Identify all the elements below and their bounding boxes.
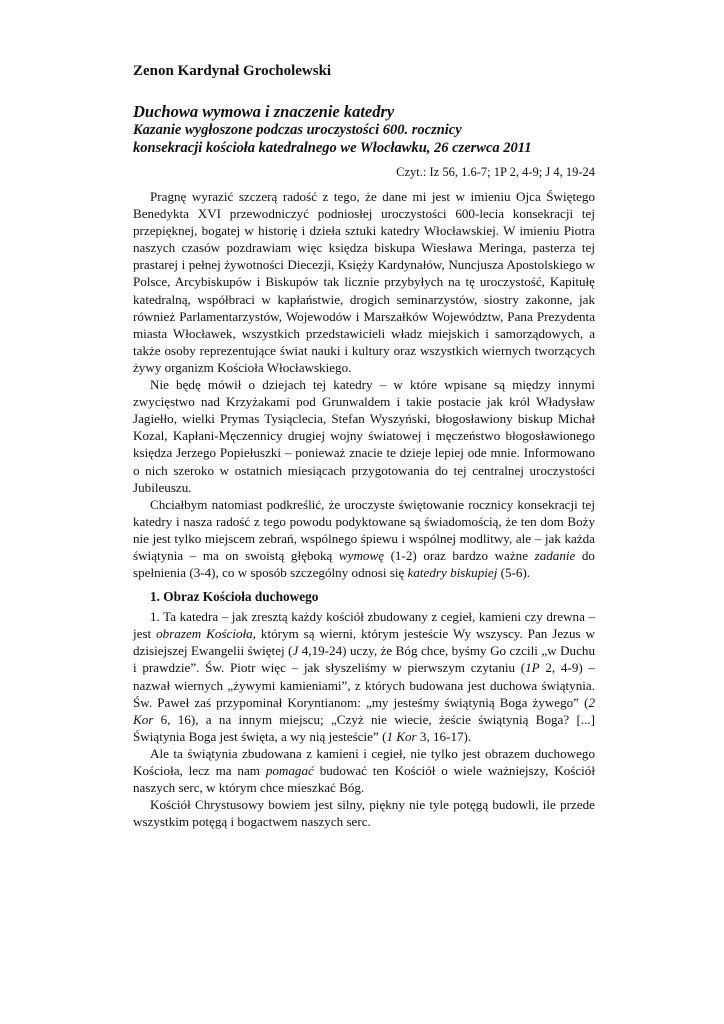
sermon-subtitle-line-1: Kazanie wygłoszone podczas uroczystości 600. rocznicy (133, 122, 462, 138)
paragraph-greeting: Pragnę wyrazić szczerą radość z tego, że dane mi jest w imieniu Ojca Świętego Benedykta XVI przewodniczyć podniosłej uroczystości 600-lecia konsekracji tej przepięknej, bogatej w historię i dzieła sztuki katedry Włocławskiej. W imieniu Piotra naszych czasów pozdrawiam więc księdza biskupa Wiesława Meringa, pasterza tej prastarej i pełnej żywotności Diecezji, Księży Kardynałów, Nuncjusza Apostolskiego w Polsce, Arcybiskupów i Biskupów tak licznie przybyłych na tę uroczystość, Kapitułę katedralną, współbraci w kapłaństwie, drogich seminarzystów, siostry zakonne, jak również Parlamentarzystów, Wojewodów i Marszałków Województw, Pana Prezydenta miasta Włocławek, wszystkich przedstawicieli władz miejskich i samorządowych, a także osoby reprezentujące świat nauki i kultury oraz wszystkich wiernych tworzących żywy organizm Kościoła Włocławskiego. (133, 189, 595, 375)
ref-2-corinthians: 2 Kor (133, 694, 595, 727)
paragraph-strong-church: Kościół Chrystusowy bowiem jest silny, piękny nie tyle potęgą budowli, ile przede wszystkim potęgą i bogactwem naszych serc. (133, 797, 595, 830)
sermon-title: Duchowa wymowa i znaczenie katedry (133, 102, 395, 121)
paragraph-significance: Chciałbym natomiast podkreślić, że uroczyste świętowanie rocznicy konsekracji tej katedry i nasza radość z tego powodu podyktowane są świadomością, że ten dom Boży nie jest tylko miejscem zebrań, wspólnego śpiewu i wspólnej modlitwy, ale – jak każda świątynia – ma on swoistą głęboką wymowę (1-2) oraz bardzo ważne zadanie do spełnienia (3-4), co w sposób szczególny odnosi się katedry biskupiej (5-6). (133, 496, 595, 581)
paragraph-temple-helps: Ale ta świątynia zbudowana z kamieni i cegieł, nie tylko jest obrazem duchowego Kościoła, lecz ma nam pomagać budować ten Kościół o wiele ważniejszy, Kościół naszych serc, w którym chce mieszkać Bóg. (133, 745, 595, 796)
emphasis-katedry-biskupiej: katedry biskupiej (407, 565, 498, 581)
emphasis-zadanie: zadanie (534, 547, 576, 563)
emphasis-obrazem-kosciola: obrazem Kościoła (156, 626, 253, 642)
ref-1-corinthians: 1 Kor (386, 728, 417, 744)
section-heading: 1. Obraz Kościoła duchowego (150, 589, 319, 605)
document-page (133, 62, 595, 830)
paragraph-history: Nie będę mówił o dziejach tej katedry – w które wpisane są między innymi zwycięstwo nad Krzyżakami pod Grunwaldem i takie postacie jak król Władysław Jagiełło, wielki Prymas Tysiąclecia, Stefan Wyszyński, błogosławiony biskup Michał Kozal, Kapłani-Męczennicy drugiej wojny światowej i męczeństwo błogosławionego księdza Jerzego Popiełuszki – ponieważ znacie te dzieje lepiej ode mnie. Informowano o nich szeroko w ostatnich miesiącach przygotowania do tej centralnej uroczystości Jubileuszu. (133, 377, 595, 495)
emphasis-wymowe: wymowę (338, 547, 385, 563)
ref-1-peter: 1P (525, 660, 540, 676)
scripture-readings: Czyt.: Iz 56, 1.6-7; 1P 2, 4-9; J 4, 19-24 (396, 165, 595, 179)
paragraph-image-of-church: 1. Ta katedra – jak zresztą każdy kościół zbudowany z cegieł, kamieni czy drewna – jest obrazem Kościoła, którym są wierni, którym jesteście Wy wszyscy. Pan Jezus w dzisiejszej Ewangelii świętej (J 4,19-24) uczy, że Bóg chce, byśmy Go czcili „w Duchu i prawdzie”. Św. Piotr więc – jak słyszeliśmy w pierwszym czytaniu (1P 2, 4-9) – nazwał wiernych „żywymi kamieniami”, z których budowana jest duchowa świątynia. Św. Paweł zaś przypominał Koryntianom: „my jesteśmy świątynią Boga żywego” (2 Kor 6, 16), a na innym miejscu; „Czyż nie wiecie, żeście świątynią Boga? [...] Świątynia Boga jest święta, a wy nią jesteście” (1 Kor 3, 16-17). (133, 609, 596, 744)
author-name: Zenon Kardynał Grocholewski (133, 63, 332, 79)
emphasis-pomagac: pomagać (265, 763, 314, 778)
sermon-subtitle-line-2: konsekracji kościoła katedralnego we Włocławku, 26 czerwca 2011 (133, 140, 532, 156)
ref-john: J (292, 643, 299, 659)
